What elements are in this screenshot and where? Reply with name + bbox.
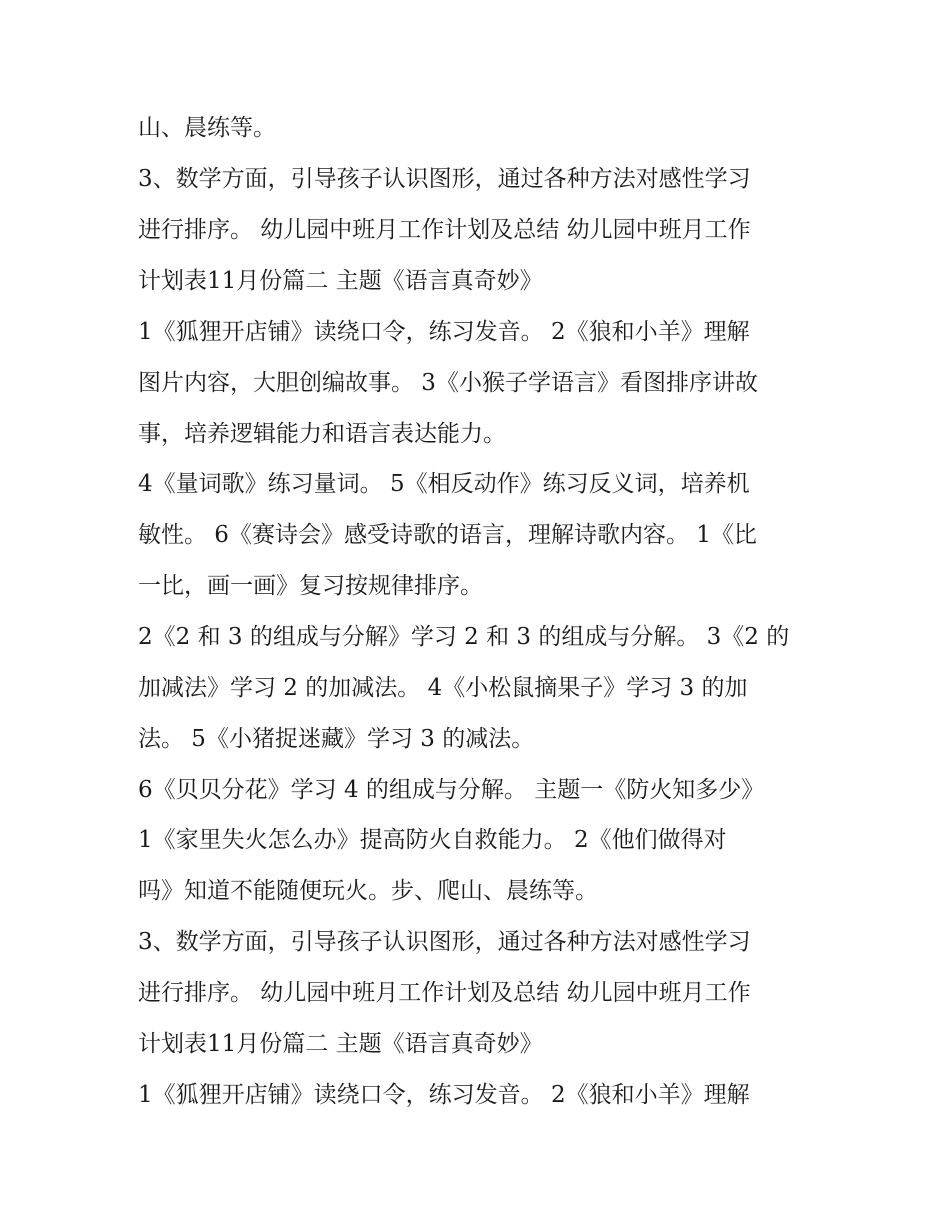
text-line: 2《2 和 3 的组成与分解》学习 2 和 3 的组成与分解。 3《2 的: [138, 624, 790, 650]
text-line: 进行排序。 幼儿园中班月工作计划及总结 幼儿园中班月工作: [138, 980, 751, 1006]
text-line: 事，培养逻辑能力和语言表达能力。: [138, 421, 506, 447]
text-line: 敏性。 6《赛诗会》感受诗歌的语言，理解诗歌内容。 1《比: [138, 522, 757, 548]
text-line: 吗》知道不能随便玩火。步、爬山、晨练等。: [138, 878, 598, 904]
text-line: 计划表11月份篇二 主题《语言真奇妙》: [138, 1031, 543, 1057]
text-line: 1《狐狸开店铺》读绕口令，练习发音。 2《狼和小羊》理解: [138, 319, 750, 345]
text-line: 1《狐狸开店铺》读绕口令，练习发音。 2《狼和小羊》理解: [138, 1082, 750, 1108]
text-line: 法。 5《小猪捉迷藏》学习 3 的减法。: [138, 726, 535, 752]
text-line: 图片内容，大胆创编故事。 3《小猴子学语言》看图排序讲故: [138, 370, 758, 396]
text-line: 计划表11月份篇二 主题《语言真奇妙》: [138, 268, 543, 294]
text-line: 山、晨练等。: [138, 115, 276, 141]
text-line: 6《贝贝分花》学习 4 的组成与分解。 主题一《防火知多少》: [138, 777, 765, 803]
text-line: 加减法》学习 2 的加减法。 4《小松鼠摘果子》学习 3 的加: [138, 675, 748, 701]
text-line: 1《家里失火怎么办》提高防火自救能力。 2《他们做得对: [138, 827, 727, 853]
text-line: 3、数学方面，引导孩子认识图形，通过各种方法对感性学习: [138, 166, 751, 192]
text-line: 一比，画一画》复习按规律排序。: [138, 573, 483, 599]
text-line: 进行排序。 幼儿园中班月工作计划及总结 幼儿园中班月工作: [138, 217, 751, 243]
text-line: 3、数学方面，引导孩子认识图形，通过各种方法对感性学习: [138, 929, 751, 955]
text-line: 4《量词歌》练习量词。 5《相反动作》练习反义词，培养机: [138, 471, 750, 497]
